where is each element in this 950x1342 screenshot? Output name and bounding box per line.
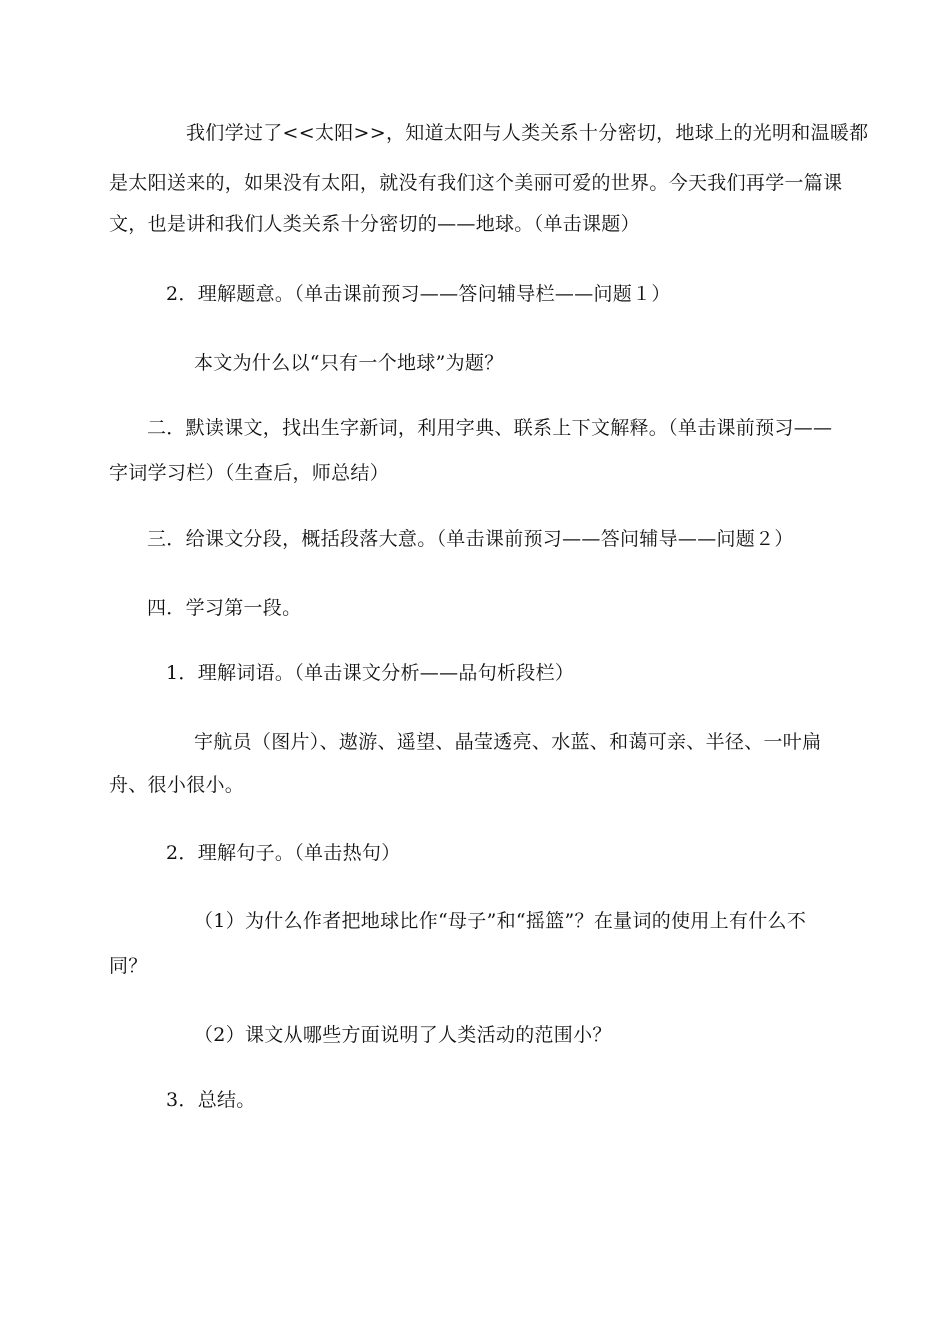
section2-line-1: 二．默读课文，找出生字新词，利用字典、联系上下文解释。（单击课前预习—— [147,417,833,439]
sub1-words-line-1: 宇航员（图片）、遨游、遥望、晶莹透亮、水蓝、和蔼可亲、半径、一叶扁 [194,731,822,753]
section2-line-2: 字词学习栏）（生查后，师总结） [109,462,390,484]
intro-line-2: 是太阳送来的，如果没有太阳，就没有我们这个美丽可爱的世界。今天我们再学一篇课 [109,172,843,194]
sub3-title: 3．总结。 [166,1089,256,1111]
section4-heading: 四．学习第一段。 [147,597,302,619]
sub2-question-1-line-2: 同？ [109,955,148,977]
intro-line-1: 我们学过了<<太阳>>，知道太阳与人类关系十分密切，地球上的光明和温暖都 [186,122,869,144]
sub1-title: 1．理解词语。（单击课文分析——品句析段栏） [166,662,575,684]
sub2-question-1-line-1: （1）为什么作者把地球比作“母子”和“摇篮”？在量词的使用上有什么不 [194,910,807,932]
step2-title: 2．理解题意。（单击课前预习——答问辅导栏——问题１） [166,283,671,305]
sub2-question-2: （2）课文从哪些方面说明了人类活动的范围小？ [194,1024,612,1046]
step2-question: 本文为什么以“只有一个地球”为题？ [194,352,504,374]
sub1-words-line-2: 舟、很小很小。 [109,774,245,796]
intro-line-3: 文，也是讲和我们人类关系十分密切的——地球。（单击课题） [109,213,640,235]
section3-heading: 三．给课文分段，概括段落大意。（单击课前预习——答问辅导——问题２） [147,528,794,550]
sub2-title: 2．理解句子。（单击热句） [166,842,401,864]
